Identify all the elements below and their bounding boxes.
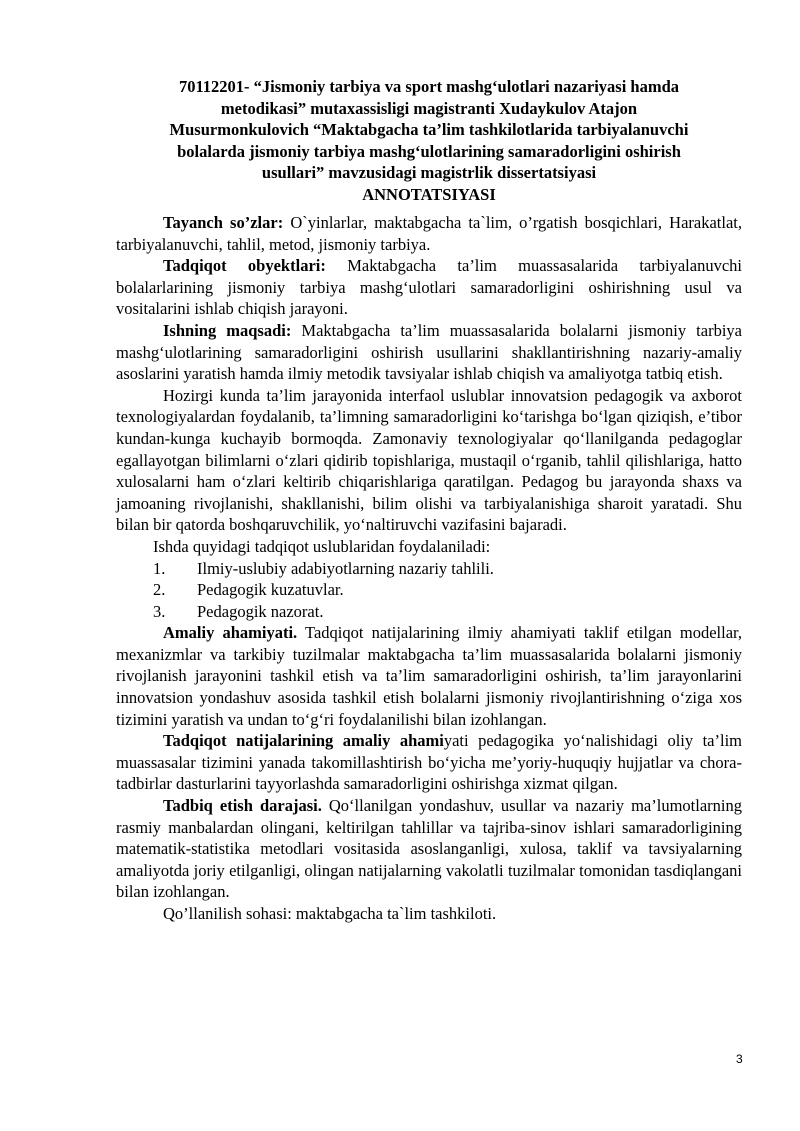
methods-intro: Ishda quyidagi tadqiqot uslublaridan foydalaniladi: — [153, 536, 491, 556]
methods-list — [116, 558, 742, 623]
practical-label: Amaliy ahamiyati. — [163, 623, 298, 643]
title-line-1: 70112201- “Jismoniy tarbiya va sport mashg‘ulotlari nazariyasi hamda — [178, 77, 680, 96]
practical-text: Tadqiqot natijalarining ilmiy ahamiyati taklif etilgan modellar, mexanizmlar va tarkibiy tuzilmalar maktabgacha ta’lim muassasalarida bolalarni jismoniy rivojlanish jarayonini tashkil etish va ta’lim samaradorligini oshirish, ta’lim jarayonlarini innovatsion yondashuv asosida tashkil etish bolalarni jismoniy rivojlantirishning o‘ziga xos tizimini yaratish va undan to‘g‘ri foydalanilishi bilan izohlangan. — [116, 623, 742, 729]
implementation-paragraph — [116, 795, 742, 903]
results-label: Tadqiqot natijalarining amaliy ahami — [163, 731, 444, 751]
list-item — [116, 579, 742, 601]
list-item-text: Pedagogik nazorat. — [197, 601, 324, 621]
list-item-number: 3. — [153, 601, 166, 621]
title-line-5: usullari” mavzusidagi magistrlik dissertatsiyasi — [261, 163, 597, 183]
goal-text: Maktabgacha ta’lim muassasalarida bolalarni jismoniy tarbiya mashg‘ulotlarining samaradorligini oshirish usullarini shakllantirishning nazariy-amaliy asoslarini yaratish hamda ilmiy metodik tavsiyalar ishlab chiqish va amaliyotga tatbiq etish. — [116, 320, 742, 384]
results-paragraph — [116, 730, 742, 795]
title-line-4: bolalarda jismoniy tarbiya mashg‘ulotlarining samaradorligini oshirish — [177, 141, 681, 161]
list-item — [116, 558, 742, 580]
list-item-number: 2. — [153, 580, 166, 600]
title-line-3: Musurmonkulovich “Maktabgacha ta’lim tashkilotlarida tarbiyalanuvchi — [169, 120, 689, 140]
list-item-number: 1. — [153, 558, 166, 578]
title-line-2: metodikasi” mutaxassisligi magistranti Xudaykulov Atajon — [220, 98, 638, 118]
keywords-label: Tayanch so’zlar: — [163, 213, 284, 232]
document-body — [116, 212, 742, 925]
objects-label: Tadqiqot obyektlari: — [163, 256, 326, 276]
goal-paragraph — [116, 320, 742, 385]
page-number: 3 — [736, 1052, 743, 1066]
list-item-text: Pedagogik kuzatuvlar. — [197, 580, 344, 600]
scope-paragraph: Qo’llanilish sohasi: maktabgacha ta`lim tashkiloti. — [163, 904, 497, 923]
keywords-text: O`yinlarlar, maktabgacha ta`lim, o’rgatish bosqichlari, Harakatlat, tarbiyalanuvchi, tahlil, metod, jismoniy tarbiya. — [116, 213, 742, 254]
practical-paragraph — [116, 622, 742, 730]
results-text: yati pedagogika yo‘nalishidagi oliy ta’lim muassasalar tizimini yanada takomillashtirish bo‘yicha me’yoriy-huquqiy hujjatlar va chora-tadbirlar dasturlarini tayyorlashda samaradorligini oshirishga xizmat qilgan. — [116, 731, 742, 794]
list-item — [116, 601, 742, 623]
goal-label: Ishning maqsadi: — [163, 320, 292, 340]
objects-paragraph — [116, 255, 742, 320]
objects-text: Maktabgacha ta’lim muassasalarida tarbiyalanuvchi bolalarlarining jismoniy tarbiya mashg‘ulotlari samaradorligini oshirishning usul va vositalarini ishlab chiqish jarayoni. — [116, 256, 742, 319]
implementation-text: Qo‘llanilgan yondashuv, usullar va nazariy ma’lumotlarning rasmiy manbalardan olingani, keltirilgan tahlillar va tajriba-sinov ishlari samaradorligining matematik-statistika metodlari vositasida asoslanganligi, xulosa, taklif va tavsiyalarning amaliyotda joriy etilganligi, olingan natijalarning vakolatli tuzilmalar tomonidan tasdiqlangani bilan izohlangan. — [116, 796, 742, 902]
annotation-heading: ANNOTATSIYASI — [362, 184, 496, 204]
title-block — [116, 76, 742, 206]
intro-paragraph: Hozirgi kunda ta’lim jarayonida interfaol uslublar innovatsion pedagogik va axborot texnologiyalardan foydalanib, ta’limning samaradorligini ko‘tarishga bo‘lgan qiziqish, e’tibor kundan-kunga kuchayib bormoqda. Zamonaviy texnologiyalar qo‘llanilganda pedagoglar egallayotgan bilimlarni o‘zlari qidirib topishlariga, mustaqil o‘rganib, tahlil qilishlariga, hatto xulosalarni ham o‘zlari keltirib chiqarishlariga qaratilgan. Pedagog bu jarayonda shaxs va jamoaning rivojlanishi, shakllanishi, bilim olishi va tarbiyalanishiga sharoit yaratadi. Shu bilan bir qatorda boshqaruvchilik, yo‘naltiruvchi vazifasini bajaradi. — [116, 385, 742, 535]
keywords-paragraph — [116, 212, 742, 255]
implementation-label: Tadbiq etish darajasi. — [163, 796, 322, 816]
list-item-text: Ilmiy-uslubiy adabiyotlarning nazariy tahlili. — [197, 558, 494, 578]
